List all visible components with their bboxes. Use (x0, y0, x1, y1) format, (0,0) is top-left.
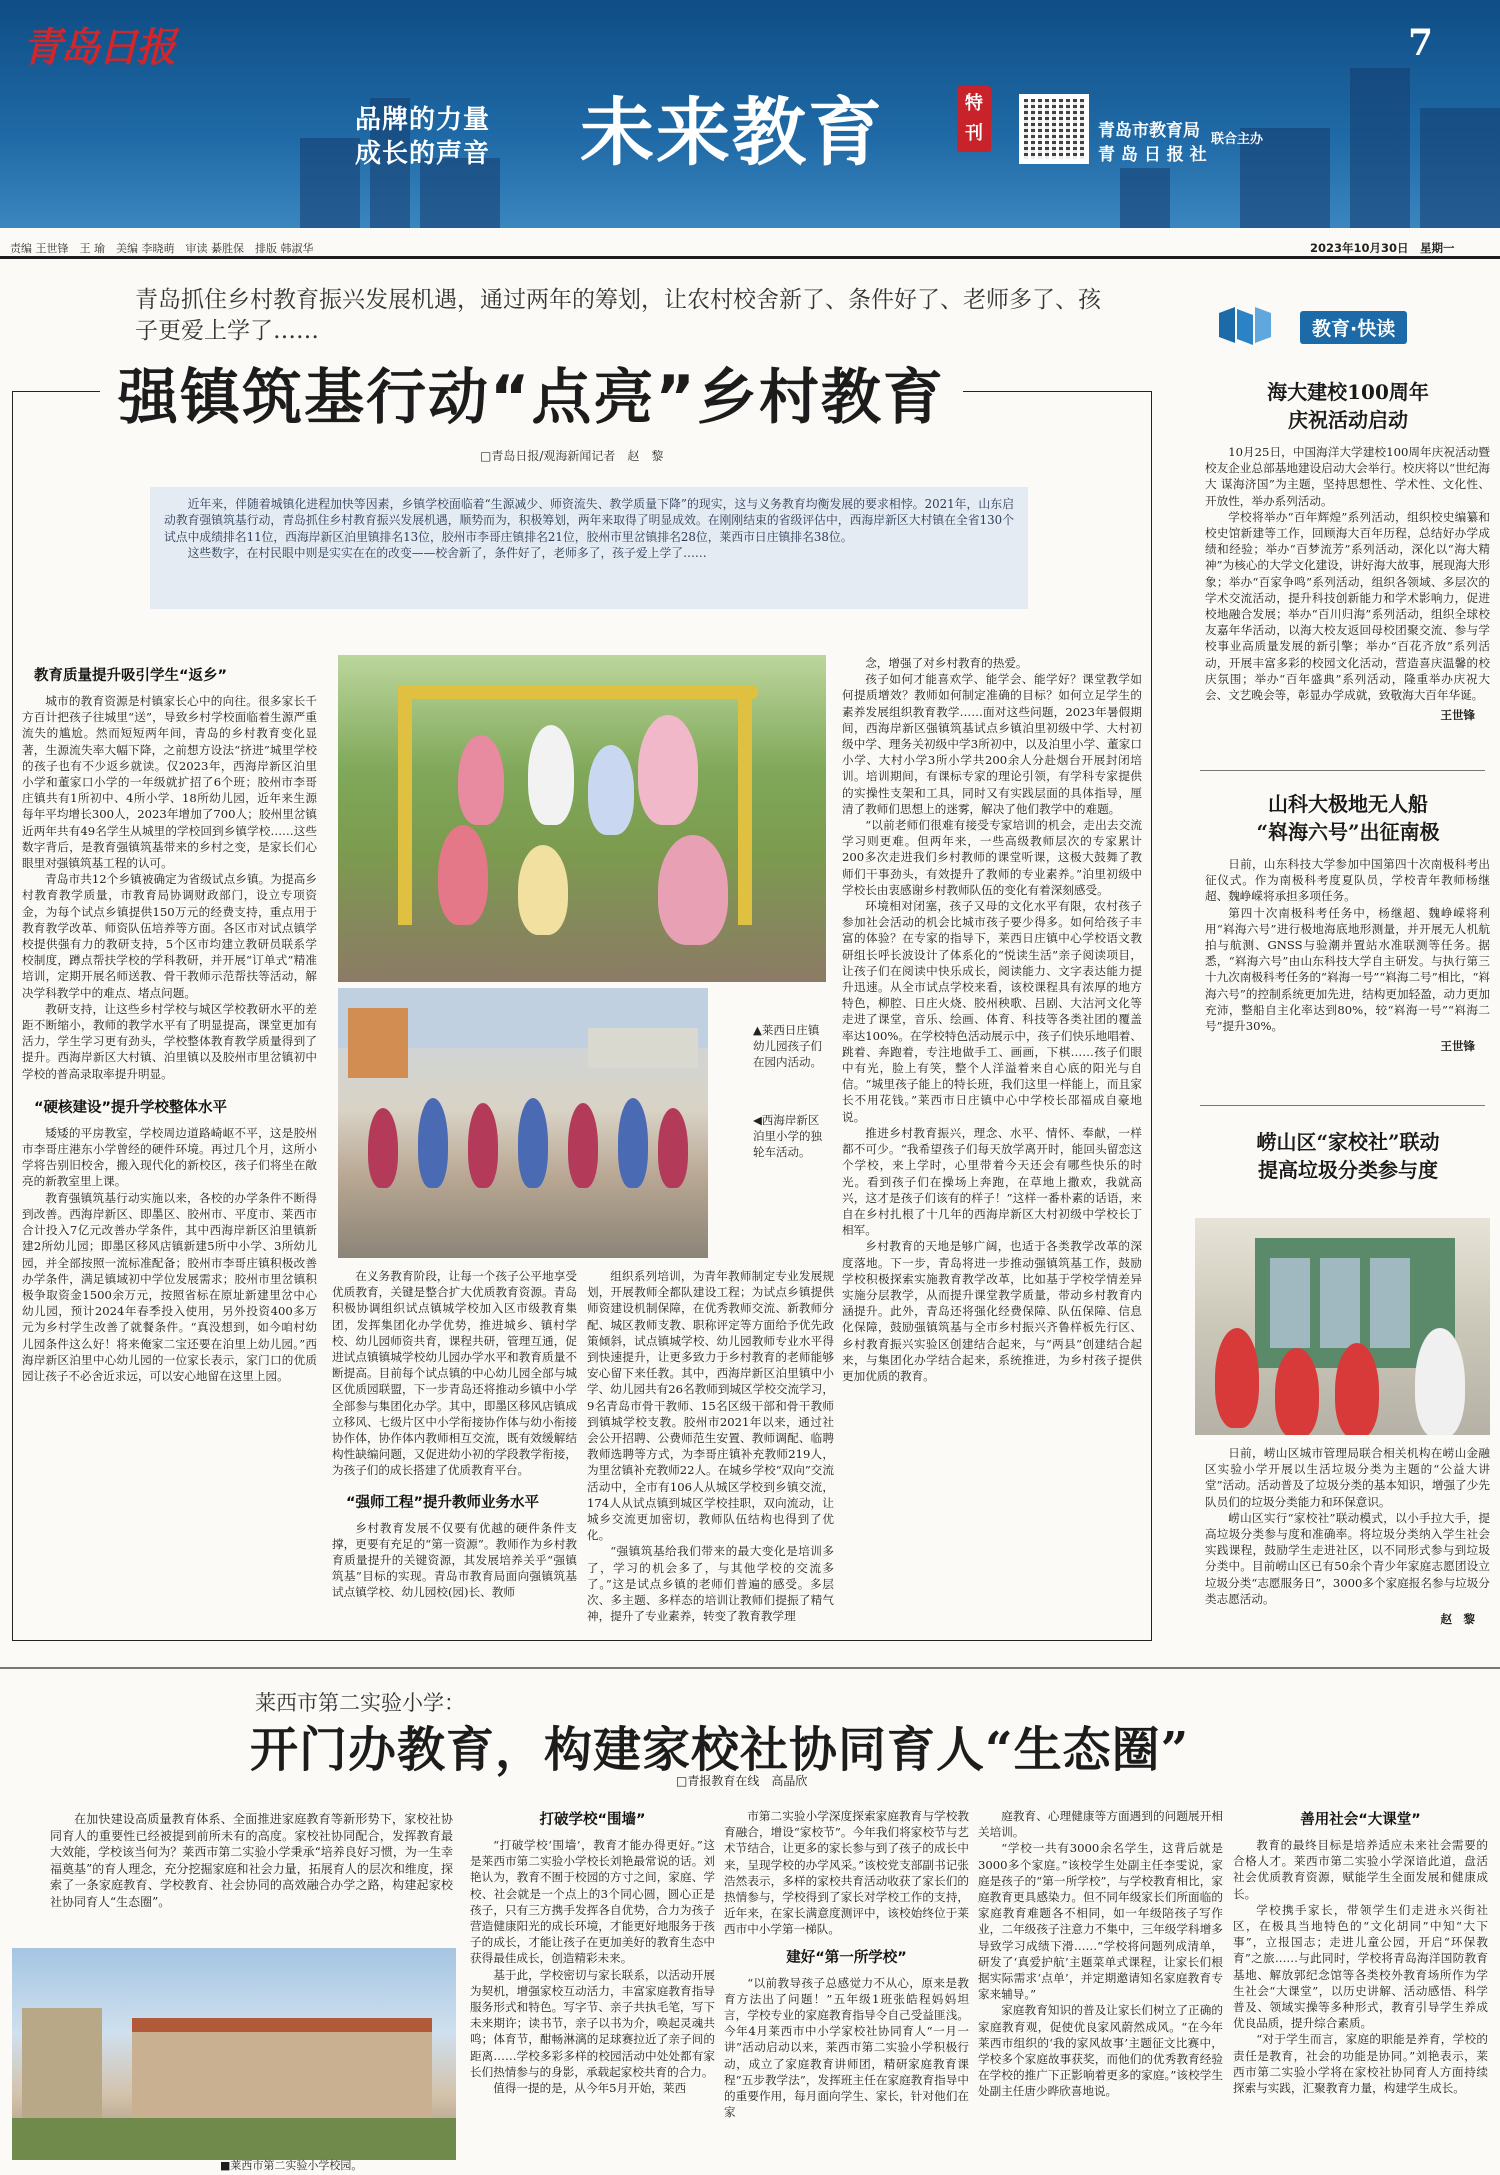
article-byline: □青岛日报/观海新闻记者 赵 黎 (480, 449, 664, 463)
body-paragraph: “对于学生而言，家庭的职能是养育，学校的责任是教育，社会的功能是协同。”刘艳表示，莱西市第二实验小学将在家校社协同育人方面持续探索与实践，汇聚教育力量，构建学生成长。 (1233, 2032, 1488, 2096)
article2-column-3 (978, 1808, 1223, 2168)
subheading: 建好“第一所学校” (786, 1949, 907, 1966)
body-paragraph: 教研支持，让这些乡村学校与城区学校教研水平的差距不断缩小，教师的教学水平有了明显提高，课堂更加有活力，学生学习更有劲头，学校整体教育教学质量得到了提升。西海岸新区大村镇、泊里镇以及胶州市里岔镇初中学校的普高录取率提升明显。 (22, 1001, 317, 1081)
subheading: 善用社会“大课堂” (1300, 1812, 1421, 1828)
subheading: “硬核建设”提升学校整体水平 (34, 1099, 228, 1116)
sidebar-item-title: 山科大极地无人船 “嵙海六号”出征南极 (1256, 792, 1440, 844)
article2-headline: 开门办教育，构建家校社协同育人“生态圈” (250, 1722, 1190, 1778)
article-column-2 (332, 1268, 577, 1601)
body-paragraph: 青岛市共12个乡镇被确定为省级试点乡镇。为提高乡村教育教学质量，市教育局协调财政部门，设立专项资金，为每个试点乡镇提供150万元的经费支持，重点用于教育教学改革、师资队伍培养等方面。各区市对试点镇学校提供强有力的教研支持，5个区市均建立教研员联系学校制度，蹲点帮扶学校的学科教研，并开展“订单式”精准培训，定期开展名师送教、骨干教师示范帮扶等活动，解决学科教学中的难点、堵点问题。 (22, 872, 317, 1000)
body-paragraph: “学校一共有3000余名学生，这背后就是3000多个家庭。”该校学生处副主任李雯说，家庭是孩子的“第一所学校”，与学校教育相比，家庭教育更具感染力。但不同年级家长们所面临的家庭教育难题各不相同，如一年级陪孩子写作业，二年级孩子注意力不集中，三年级学科增多导致学习成绩下滑……“学校将问题列成清单，研发了‘真爱护航’主题菜单式课程，让家长们根据实际需求‘点单’，并定期邀请知名家庭教育专家来辅导。” (978, 1841, 1223, 2002)
sponsor-suffix: 联合主办 (1211, 132, 1264, 147)
body-paragraph: 城市的教育资源是村镇家长心中的向往。很多家长千方百计把孩子往城里“送”，导致乡村学校面临着生源严重流失的尴尬。然而短短两年间，青岛的乡村教育变化显著，生源流失率大幅下降，之前想方设法“挤进”城里学校的孩子也有不少返乡就读。仅2023年，西海岸新区泊里小学和董家口小学的一年级就扩招了6个班；胶州市李哥庄镇共有1所初中、4所小学、18所幼儿园，近年来生源每年平均增长300人，2023年增加了700人；胶州里岔镇近两年共有49名学生从城里的学校回到乡镇学校……这些数字背后，是教育强镇筑基带来的乡村之变，是家长们心眼里对强镇筑基工程的认可。 (22, 694, 317, 871)
sidebar-paragraph: 日前，崂山区城市管理局联合相关机构在崂山金融区实验小学开展以生活垃圾分类为主题的“公益大讲堂”活动。活动普及了垃圾分类的基本知识，增强了少先队员们的垃圾分类能力和环保意识。 (1205, 1446, 1490, 1509)
body-paragraph: 教育的最终目标是培养适应未来社会需要的合格人才。莱西市第二实验小学深谙此道，盘活社会优质教育资源，赋能学生全面发展和健康成长。 (1233, 1838, 1488, 1901)
article-column-4 (842, 655, 1142, 1384)
sidebar-item-1 (1205, 378, 1490, 723)
photo-caption: ■莱西市第二实验小学校园。 (220, 2159, 363, 2172)
school-campus-photo (12, 1948, 456, 2160)
unicycle-photo (338, 988, 708, 1258)
article2-kicker: 莱西市第二实验小学： (255, 1691, 465, 1715)
top-rule (0, 256, 1500, 259)
summary-paragraph: 近年来，伴随着城镇化进程加快等因素，乡镇学校面临着“生源减少、师资流失、教学质量下降”的现实，这与义务教育均衡发展的要求相悖。2021年，山东启动教育强镇筑基行动，青岛抓住乡村教育振兴发展机遇，顺势而为，积极筹划，两年来取得了明显成效。在刚刚结束的省级评估中，西海岸新区大村镇在全省130个试点中成绩排名11位，西海岸新区泊里镇排名13位，胶州市李哥庄镇排名21位，胶州市里岔镇排名28位，莱西市日庄镇排名38位。 (164, 497, 1014, 544)
body-paragraph: 组织系列培训，为青年教师制定专业发展规划，开展教师全都队建设工程；为试点乡镇提供师资建设机制保障，在优秀教师交流、新教师分配、城区教师支教、职称评定等方面给予优先政策倾斜，试点镇城学校、幼儿园教师专业水平得到快速提升，让更多致力于乡村教育的老师能够安心留下来任教。其中，西海岸新区泊里镇中小学、幼儿园共有26名教师到城区学校交流学习，9名青岛市骨干教师、15名区级干部和骨干教师到镇城学校支教。胶州市2021年以来，通过社会公开招聘、公费师范生安置、教师调配、临聘教师选聘等方式，为李哥庄镇补充教师219人，为里岔镇补充教师22人。在城乡学校“双向”交流活动中，全市有106人从城区学校到乡镇交流，174人从试点镇到城区学校挂职，双向流动，让城乡交流更加密切，教师队伍结构也得到了优化。 (587, 1269, 834, 1543)
body-paragraph: “以前老师们很难有接受专家培训的机会，走出去交流学习则更难。但两年来，一些高级教师层次的专家累计200多次走进我们乡村教师的课堂听课，这极大鼓舞了教师们干事劲头，有效提升了教师的专业素养。”泊里初级中学校长由衷感谢乡村教师队伍的变化有着深刻感受。 (842, 818, 1142, 897)
special-edition-tag: 特刊 (957, 86, 991, 152)
section-rule (0, 1667, 1500, 1669)
sponsor-2: 青 岛 日 报 社 (1098, 145, 1207, 165)
sponsor-1: 青岛市教育局 (1098, 121, 1200, 141)
sidebar-paragraph: 崂山区实行“家校社”联动模式，以小手拉大手，提高垃圾分类参与度和准确率。将垃圾分类纳入学生社会实践课程，鼓励学生走进社区，以不同形式参与到垃圾分类中。目前崂山区已有50余个青少年家庭志愿团设立垃圾分类“志愿服务日”，3000多个家庭报名参与垃圾分类志愿活动。 (1205, 1510, 1490, 1606)
body-paragraph: 乡村教育发展不仅要有优越的硬件条件支撑，更要有充足的“第一资源”。教师作为乡村教育质量提升的关键资源，其发展培养关乎“强镇筑基”目标的实现。青岛市教育局面向强镇筑基试点镇学校、幼儿园校(园)长、教师 (332, 1520, 577, 1600)
body-paragraph: 孩子如何才能喜欢学、能学会、能学好？课堂教学如何提质增效？教师如何制定准确的目标？如何立足学生的素养发展组织教育教学……面对这些问题，2023年暑假期间，西海岸新区强镇筑基试点乡镇泊里初级中学、大村初级中学、理务关初级中学3所初中，以及泊里小学、董家口小学、大村小学3所小学共200余人分赴烟台开展封闭培训。培训期间，有课标专家的理论引领，有学科专家提供的实操性支架和工具，同时又有实践层面的具体指导，厘清了教师们思想上的迷雾，解决了他们教学中的难题。 (842, 672, 1142, 816)
article-intro: 青岛抓住乡村教育振兴发展机遇，通过两年的筹划，让农村校舍新了、条件好了、老师多了、孩子更爱上学了…… (135, 287, 1101, 344)
body-paragraph: 庭教育、心理健康等方面遇到的问题展开相关培训。 (978, 1809, 1223, 1840)
slogan-line-1: 品牌的力量 (355, 105, 491, 135)
body-paragraph: 环境相对闭塞，孩子又母的文化水平有限，农村孩子参加社会活动的机会比城市孩子要少得多。如何给孩子丰富的体验？在专家的指导下，莱西日庄镇中心学校语文教研组长呼长波设计了体系化的“悦读生活”亲子阅读项目，让孩子们在阅读中快乐成长，阅读能力、文字表达能力提升迅速。从全市试点学校来看，该校课程具有浓厚的地方特色，柳腔、日庄火烧、胶州秧歌、吕剧、大沽河文化等走进了课堂，音乐、绘画、体育、科技等各类社团的覆盖率达100%。在学校特色活动展示中，孩子们快乐地唱着、跳着、奔跑着，专注地做手工、画画，下棋……孩子们眼中有光，脸上有笑，整个人洋溢着来自心底的阳光与自信。“城里孩子能上的特长班，我们这里一样能上，而且家长不用花钱。”莱西市日庄镇中心中学校长邵福成自豪地说。 (842, 899, 1142, 1124)
qr-code-icon (1019, 94, 1089, 164)
sidebar-item-3-title (1205, 1128, 1490, 1184)
article2-column-2 (724, 1808, 969, 2168)
sidebar-item-title: 海大建校100周年 庆祝活动启动 (1267, 380, 1429, 432)
subheading: 打破学校“围墙” (539, 1812, 646, 1828)
sidebar-author: 王世锋 (1440, 1039, 1475, 1054)
sidebar-author: 赵 黎 (1440, 1612, 1475, 1627)
body-paragraph: 基于此，学校密切与家长联系，以活动开展为契机，增强家校互动活力，丰富家庭教育指导服务形式和特色。写字节、亲子共执毛笔，写下未来期许；读书节，亲子以书为介，唤起灵魂共鸣；体育节，酣畅淋漓的足球赛拉近了亲子间的距离……学校多彩多样的校园活动中处处都有家长们热情参与的身影，承载起家校共育的合力。 (470, 1967, 715, 2079)
sidebar-paragraph: 学校将举办“百年辉煌”系列活动，组织校史编纂和校史馆新建等工作，回顾海大百年历程，总结好办学成绩和经验；举办“百梦流芳”系列活动，深化以“海大精神”为核心的大学文化建设，讲好海大故事，展现海大形象；举办“百家争鸣”系列活动，组织各领域、多层次的学术交流活动，提升科技创新能力和学术影响力，促进校地融合发展；举办“百川归海”系列活动，组织全球校友嘉年华活动，以海大校友返回母校团聚交流、参与学校事业高质量发展的新引擎；举办“百花齐放”系列活动，开展丰富多彩的校园文化活动，营造喜庆温馨的校庆氛围；举办“百年盛典”系列活动，隆重举办庆祝大会、文艺晚会等，彰显办学成就，致敬海大百年华诞。 (1205, 509, 1490, 703)
body-paragraph: 在义务教育阶段，让每一个孩子公平地享受优质教育，关键是整合扩大优质教育资源。青岛积极协调组织试点镇城学校加入区市级教育集团，发挥集团化办学优势，推进城乡、镇村学校、幼儿园师资共育，课程共研，管理互通，促进试点镇镇城学校幼儿园办学水平和教育质量不断提高。目前每个试点镇的中心幼儿园全部与城区优质园联盟，下一步青岛还将推动乡镇中小学全部参与集团化办学。其中，即墨区移风店镇成立移风、七级片区中小学衔接协作体与幼小衔接协作体，协作体内教师相互交流，既有效缓解结构性缺编问题，又促进幼小初的学段教学衔接，为孩子们的成长搭建了优质教育平台。 (332, 1269, 577, 1478)
sidebar-paragraph: 10月25日，中国海洋大学建校100周年庆祝活动暨校友企业总部基地建设启动大会举行。校庆将以“世纪海大 谋海济国”为主题，坚持思想性、学术性、文化性、开放性，举办系列活动。 (1205, 445, 1490, 508)
body-paragraph: 市第二实验小学深度探索家庭教育与学校教育融合，增设“家校节”。今年我们将家校节与艺术节结合，让更多的家长参与到了孩子的成长中来，呈现学校的办学风采。”该校党支部副书记张浩然表示，多样的家校共育活动收获了家长们的热情参与，学校得到了家长对学校工作的支持，近年来，在家长满意度测评中，该校始终位于莱西市中小学第一梯队。 (724, 1809, 969, 1937)
body-paragraph: 家庭教育知识的普及让家长们树立了正确的家庭教育观，促使优良家风蔚然成风。“在今年莱西市组织的‘我的家风故事’主题征文比赛中，学校多个家庭故事获奖，而他们的优秀教育经验在学校的推广下正影响着更多的家庭。”该校学生处副主任唐少晔欣喜地说。 (978, 2003, 1223, 2099)
body-paragraph: “以前教导孩子总感觉力不从心，原来是教育方法出了问题！”五年级1班张皓程妈妈坦言，学校专业的家庭教育指导令自己受益匪浅。今年4月莱西市中小学家校社协同育人“一月一讲”活动启动以来，莱西市第二实验小学积极行动，成立了家庭教育讲师团，精研家庭教育课程“五步教学法”，发挥班主任在家庭教育指导中的重要作用，每月面向学生、家长，针对他们在家 (724, 1975, 969, 2120)
slogan-line-2: 成长的声音 (355, 139, 491, 169)
sidebar-divider (1200, 1105, 1485, 1106)
subheading: 教育质量提升吸引学生“返乡” (34, 668, 228, 684)
sidebar-item-3 (1205, 1445, 1490, 1627)
sidebar-item-title: 崂山区“家校社”联动 提高垃圾分类参与度 (1256, 1130, 1440, 1182)
photo-caption: ◀西海岸新区泊里小学的独轮车活动。 (753, 1113, 822, 1159)
body-paragraph: 教育强镇筑基行动实施以来，各校的办学条件不断得到改善。西海岸新区、即墨区、胶州市、平度市、莱西市合计投入7亿元改善办学条件，其中西海岸新区泊里镇新建2所幼儿园；即墨区移风店镇新建5所中小学、3所幼儿园，并全部按照一流标准配备；胶州市李哥庄镇积极改善办学条件，满足镇域初中学位发展需求；胶州市里岔镇积极争取资金1500余万元，按照省标在原址新建里岔中心幼儿园，预计2024年春季投入使用，另外投资400多万元为乡村学生改善了就餐条件。“真没想到，如今咱村幼儿园条件这么好！将来俺家二宝还要在泊里上幼儿园。”西海岸新区泊里中心幼儿园的一位家长表示，家门口的优质园让孩子不必舍近求远，可以安心地留在这里上园。 (22, 1190, 317, 1383)
summary-paragraph: 在加快建设高质量教育体系、全面推进家庭教育等新形势下，家校社协同育人的重要性已经被提到前所未有的高度。家校社协同配合，发挥教育最大效能，学校该当何为？莱西市第二实验小学秉承“培养良好习惯，为一生幸福奠基”的育人理念，充分挖掘家庭和社会力量，拓展育人的层次和维度，探索了一条家庭教育、学校教育、社会协同的高效融合办学之路，构建起家校社协同育人“生态圈”。 (50, 1812, 453, 1909)
sidebar-author: 王世锋 (1440, 708, 1475, 723)
sidebar-divider (1200, 770, 1485, 771)
sidebar-paragraph: 日前，山东科技大学参加中国第四十次南极科考出征仪式。作为南极科考度夏队员，学校青年教师杨继超、魏峥嵘将承担多项任务。 (1205, 857, 1490, 904)
sidebar-tag: 教育·快读 (1300, 311, 1407, 344)
body-paragraph: 矮矮的平房教室，学校周边道路崎岖不平，这是胶州市李哥庄港东小学曾经的硬件环境。再过几个月，这所小学将告别旧校舍，搬入现代化的新校区，孩子们将坐在敞亮的新教室里上课。 (22, 1125, 317, 1189)
sidebar-paragraph: 第四十次南极科考任务中，杨继超、魏峥嵘将利用“嵙海六号”进行极地海底地形测量，并开展无人机航拍与航测、GNSS与验潮并置站水准联测等任务。据悉，“嵙海六号”由山东科技大学自主研发。与执行第三十九次南极科考任务的“嵙海一号”“嵙海二号”相比，“嵙海六号”的控制系统更加先进，结构更加轻盈，动力更加充沛，整船自主化率达到80%，较“嵙海一号”“嵙海二号”提升30%。 (1205, 905, 1490, 1034)
article2-column-1 (470, 1808, 715, 2168)
sidebar-item-2 (1205, 790, 1490, 1054)
photo-caption: ▲莱西日庄镇幼儿园孩子们在园内活动。 (753, 1023, 822, 1069)
body-paragraph: 值得一提的是，从今年5月开始，莱西 (493, 2081, 687, 2096)
article2-summary (50, 1811, 453, 1911)
body-paragraph: 念，增强了对乡村教育的热爱。 (865, 656, 1028, 670)
article-headline: 强镇筑基行动“点亮”乡村教育 (100, 350, 963, 436)
dateline: 2023年10月30日 星期一 (1310, 241, 1455, 255)
editor-credits: 责编 王世锋 王 瑜 美编 李晓萌 审读 綦胜保 排版 韩淑华 (10, 242, 314, 255)
article2-byline: □青报教育在线 高晶欣 (676, 1774, 808, 1788)
section-title: 未来教育 (580, 90, 884, 176)
body-paragraph: “打破学校‘围墙’，教育才能办得更好。”这是莱西市第二实验小学校长刘艳最常说的话。刘艳认为，教育不囿于校园的方寸之间，家庭、学校、社会就是一个点上的3个同心圆，圆心正是孩子，只有三方携手发挥各自优势，合力为孩子营造健康阳光的成长环境，才能更好地服务于孩子的成长，才能让孩子在更加美好的教育生态中获得最佳成长，创造精彩未来。 (470, 1838, 715, 1966)
subheading: “强师工程”提升教师业务水平 (346, 1494, 540, 1511)
article-summary (150, 487, 1028, 609)
education-news-icon (1215, 305, 1275, 347)
kindergarten-photo (338, 655, 826, 982)
body-paragraph: 乡村教育的天地是够广阔，也适于各类教学改革的深度落地。下一步，青岛将进一步推动强镇筑基工作，鼓励学校积极探索实施教育教学改革，比如基于学校学情差异实施分层教学，从而提升课堂教学质量，带动乡村教育内涵提升。此外，青岛还将强化经费保障、队伍保障、信息化保障，鼓励强镇筑基与全市乡村振兴齐鲁样板先行区、乡村教育振兴实验区创建结合起来，与“两县”创建结合起来，与集团化办学结合起来，系统推进，为乡村孩子提供更加优质的教育。 (842, 1239, 1142, 1383)
article-column-1 (22, 660, 317, 1384)
article2-column-4 (1233, 1808, 1488, 2168)
garbage-sorting-photo (1195, 1218, 1490, 1435)
body-paragraph: 学校携手家长，带领学生们走进永兴街社区，在极具当地特色的“文化胡同”中知“大下事”，立报国志；走进儿童公园，开启“环保教育”之旅……与此同时，学校将青岛海洋国防教育基地、解放郭纪念馆等各类校外教育场所作为学生社会“大课堂”，以历史讲解、活动感悟、科学普及、领域实操等多种形式，教育引导学生养成优良品质，提升综合素质。 (1233, 1902, 1488, 2031)
body-paragraph: “强镇筑基给我们带来的最大变化是培训多了，学习的机会多了，与其他学校的交流多了。”这是试点乡镇的老师们普遍的感受。多层次、多主题、多样态的培训让教师们提振了精气神，提升了专业素养，转变了教育教学理 (587, 1544, 834, 1624)
article-column-3 (587, 1268, 834, 1624)
page-number: 7 (1408, 22, 1434, 64)
summary-paragraph: 这些数字，在村民眼中则是实实在在的改变——校舍新了，条件好了，老师多了，孩子爱上学了…… (187, 546, 707, 561)
body-paragraph: 推进乡村教育振兴，理念、水平、情怀、奉献，一样都不可少。“我希望孩子们每天放学离开时，能回头留恋这个学校，来上学时，心里带着今天还会有哪些快乐的时光。看到孩子们在操场上奔跑，在草地上撒欢，我就高兴，这才是孩子们该有的样子！”这样一番朴素的话语，来自在乡村扎根了十几年的西海岸新区大村初级中学校长丁相军。 (842, 1125, 1142, 1238)
newspaper-logo: 青岛日报 (22, 24, 174, 71)
